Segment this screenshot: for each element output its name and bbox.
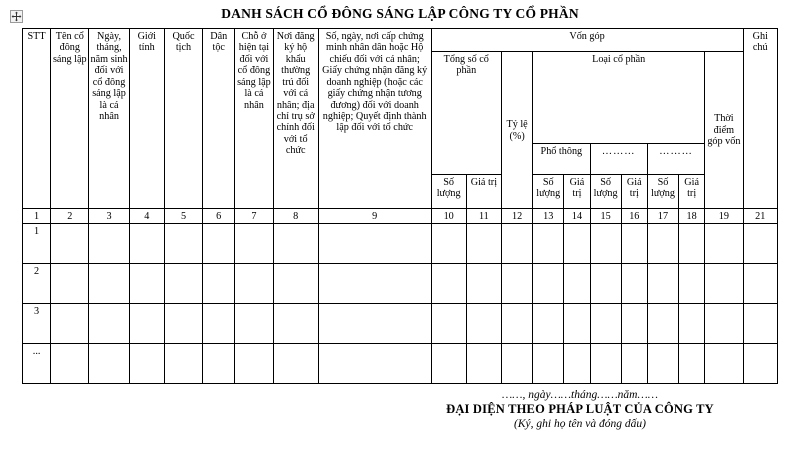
- row-cell[interactable]: [679, 224, 705, 264]
- row-cell[interactable]: [743, 304, 777, 344]
- page-title: DANH SÁCH CỔ ĐÔNG SÁNG LẬP CÔNG TY CỔ PHẦN: [221, 6, 579, 21]
- header-stt: STT: [23, 29, 51, 209]
- header-cho-o: Chỗ ở hiện tại đối với cổ đông sáng lập là cá nhân: [235, 29, 273, 209]
- column-number-cell: 15: [590, 209, 621, 224]
- row-cell[interactable]: [533, 264, 564, 304]
- signature-block: [400, 389, 760, 430]
- row-cell[interactable]: [705, 264, 743, 304]
- column-number-cell: 21: [743, 209, 777, 224]
- row-cell[interactable]: [590, 224, 621, 264]
- row-cell[interactable]: [705, 344, 743, 384]
- row-cell[interactable]: [318, 264, 431, 304]
- column-number-cell: 3: [89, 209, 129, 224]
- row-cell[interactable]: [564, 224, 590, 264]
- row-stt-cell: 2: [23, 264, 51, 304]
- header-loai-khac-2-gia-tri: Giá trị: [679, 175, 705, 209]
- column-number-cell: 8: [273, 209, 318, 224]
- row-cell[interactable]: [203, 344, 235, 384]
- row-cell[interactable]: [590, 264, 621, 304]
- row-cell[interactable]: [129, 344, 164, 384]
- header-loai-khac-2-so-luong: Số lượng: [647, 175, 678, 209]
- row-cell[interactable]: [89, 304, 129, 344]
- row-cell[interactable]: [621, 264, 647, 304]
- row-cell[interactable]: [647, 344, 678, 384]
- row-cell[interactable]: [743, 344, 777, 384]
- row-cell[interactable]: [647, 224, 678, 264]
- header-pho-thong-so-luong: Số lượng: [533, 175, 564, 209]
- row-cell[interactable]: [501, 344, 532, 384]
- column-number-cell: 9: [318, 209, 431, 224]
- row-cell[interactable]: [466, 224, 501, 264]
- row-cell[interactable]: [235, 224, 273, 264]
- row-cell[interactable]: [164, 344, 202, 384]
- header-loai-khac-2: ………: [647, 144, 704, 175]
- row-cell[interactable]: [51, 264, 89, 304]
- row-cell[interactable]: [273, 224, 318, 264]
- row-cell[interactable]: [743, 264, 777, 304]
- row-cell[interactable]: [89, 344, 129, 384]
- row-cell[interactable]: [679, 264, 705, 304]
- row-cell[interactable]: [235, 344, 273, 384]
- signature-date-line: ……, ngày……tháng……năm……: [502, 389, 658, 401]
- row-cell[interactable]: [431, 344, 466, 384]
- row-cell[interactable]: [466, 304, 501, 344]
- table-row[interactable]: [23, 264, 778, 304]
- column-number-cell: 13: [533, 209, 564, 224]
- column-number-cell: 10: [431, 209, 466, 224]
- row-cell[interactable]: [679, 304, 705, 344]
- column-number-cell: 7: [235, 209, 273, 224]
- row-cell[interactable]: [564, 304, 590, 344]
- column-number-cell: 19: [705, 209, 743, 224]
- row-cell[interactable]: [431, 224, 466, 264]
- header-gioi-tinh: Giới tính: [129, 29, 164, 209]
- row-cell[interactable]: [318, 304, 431, 344]
- row-cell[interactable]: [501, 304, 532, 344]
- row-cell[interactable]: [647, 264, 678, 304]
- header-ngay-sinh: Ngày, tháng, năm sinh đối với cổ đông sáng lập là cá nhân: [89, 29, 129, 209]
- row-cell[interactable]: [318, 224, 431, 264]
- row-cell[interactable]: [51, 304, 89, 344]
- column-number-cell: 17: [647, 209, 678, 224]
- column-number-cell: 2: [51, 209, 89, 224]
- header-row-top: [23, 29, 778, 52]
- column-number-cell: 4: [129, 209, 164, 224]
- header-von-gop: Vốn góp: [431, 29, 743, 52]
- table-row[interactable]: [23, 224, 778, 264]
- column-number-cell: 14: [564, 209, 590, 224]
- column-number-cell: 1: [23, 209, 51, 224]
- header-ten-co-dong: Tên cổ đông sáng lập: [51, 29, 89, 209]
- row-cell[interactable]: [647, 304, 678, 344]
- row-cell[interactable]: [466, 264, 501, 304]
- row-cell[interactable]: [533, 224, 564, 264]
- column-number-cell: 5: [164, 209, 202, 224]
- row-cell[interactable]: [533, 344, 564, 384]
- row-cell[interactable]: [164, 304, 202, 344]
- row-cell[interactable]: [235, 304, 273, 344]
- row-cell[interactable]: [533, 304, 564, 344]
- signature-role-title: ĐẠI DIỆN THEO PHÁP LUẬT CỦA CÔNG TY: [446, 402, 714, 416]
- row-cell[interactable]: [235, 264, 273, 304]
- row-cell[interactable]: [129, 224, 164, 264]
- row-cell[interactable]: [705, 224, 743, 264]
- row-stt-cell: 3: [23, 304, 51, 344]
- row-cell[interactable]: [621, 304, 647, 344]
- row-cell[interactable]: [164, 224, 202, 264]
- header-loai-co-phan: Loại cổ phần: [533, 52, 705, 144]
- row-cell[interactable]: [564, 264, 590, 304]
- row-cell[interactable]: [466, 344, 501, 384]
- row-cell[interactable]: [743, 224, 777, 264]
- column-number-cell: 11: [466, 209, 501, 224]
- row-cell[interactable]: [621, 224, 647, 264]
- row-cell[interactable]: [89, 224, 129, 264]
- row-cell[interactable]: [705, 304, 743, 344]
- row-cell[interactable]: [564, 344, 590, 384]
- signature-instruction: (Ký, ghi họ tên và đóng dấu): [514, 418, 646, 430]
- row-cell[interactable]: [621, 344, 647, 384]
- header-giay-to: Số, ngày, nơi cấp chứng minh nhân dân hoặc Hộ chiếu đối với cá nhân; Giấy chứng nhận đăng ký doanh nghiệp (hoặc các giấy chứng nhận tương đương) đối với doanh nghiệp; Quyết định thành lập đối với tổ chức: [318, 29, 431, 209]
- header-quoc-tich: Quốc tịch: [164, 29, 202, 209]
- row-cell[interactable]: [203, 264, 235, 304]
- header-loai-khac-1-so-luong: Số lượng: [590, 175, 621, 209]
- column-number-cell: 16: [621, 209, 647, 224]
- row-cell[interactable]: [431, 304, 466, 344]
- header-ghi-chu: Ghi chú: [743, 29, 777, 209]
- column-number-cell: 12: [501, 209, 532, 224]
- header-thoi-diem-gop-von: Thời điểm góp vốn: [705, 52, 743, 209]
- header-loai-khac-1: ………: [590, 144, 647, 175]
- row-cell[interactable]: [273, 304, 318, 344]
- row-cell[interactable]: [318, 344, 431, 384]
- header-pho-thong-gia-tri: Giá trị: [564, 175, 590, 209]
- row-cell[interactable]: [203, 304, 235, 344]
- header-noi-dang-ky: Nơi đăng ký hộ khẩu thường trú đối với cá nhân; địa chỉ trụ sở chính đối với tổ chức: [273, 29, 318, 209]
- row-cell[interactable]: [590, 344, 621, 384]
- header-dan-toc: Dân tộc: [203, 29, 235, 209]
- row-stt-cell: ...: [23, 344, 51, 384]
- header-loai-khac-1-gia-tri: Giá trị: [621, 175, 647, 209]
- row-cell[interactable]: [51, 224, 89, 264]
- table-row[interactable]: [23, 304, 778, 344]
- header-tong-so-luong: Số lượng: [431, 175, 466, 209]
- header-tong-gia-tri: Giá trị: [466, 175, 501, 209]
- row-cell[interactable]: [203, 224, 235, 264]
- column-number-cell: 18: [679, 209, 705, 224]
- row-cell[interactable]: [129, 264, 164, 304]
- row-cell[interactable]: [501, 224, 532, 264]
- row-cell[interactable]: [431, 264, 466, 304]
- row-stt-cell: 1: [23, 224, 51, 264]
- row-cell[interactable]: [590, 304, 621, 344]
- header-ty-le: Tỷ lệ (%): [501, 52, 532, 209]
- shareholder-list-table: [22, 28, 778, 384]
- row-cell[interactable]: [273, 344, 318, 384]
- table-row[interactable]: [23, 344, 778, 384]
- row-cell[interactable]: [679, 344, 705, 384]
- row-cell[interactable]: [164, 264, 202, 304]
- row-cell[interactable]: [89, 264, 129, 304]
- column-number-row: [23, 209, 778, 224]
- header-pho-thong: Phổ thông: [533, 144, 590, 175]
- row-cell[interactable]: [129, 304, 164, 344]
- row-cell[interactable]: [273, 264, 318, 304]
- column-number-cell: 6: [203, 209, 235, 224]
- row-cell[interactable]: [501, 264, 532, 304]
- row-cell[interactable]: [51, 344, 89, 384]
- header-tong-so-co-phan: Tổng số cổ phần: [431, 52, 501, 175]
